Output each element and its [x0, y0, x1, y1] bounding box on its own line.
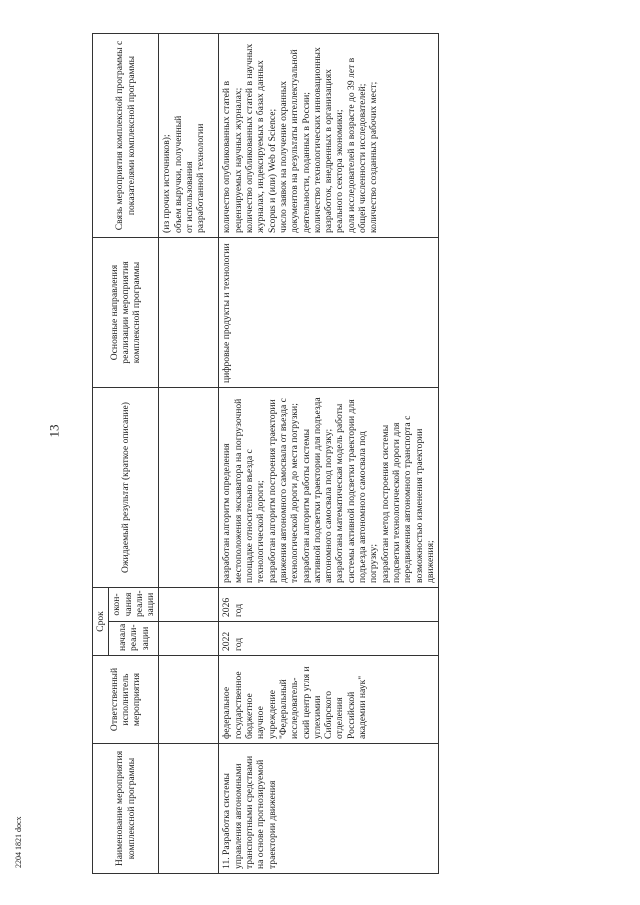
link-item: количество опубликованных статей в научных журналах, индексируемых в базах данных Scopus и (или) Web of Science; — [244, 43, 278, 233]
header-term: Срок — [93, 588, 109, 656]
row-start: 2022 год — [219, 622, 439, 656]
page-number: 13 — [46, 424, 62, 438]
result-item: разработан алгоритм определения местоположения экскаватора на погрузочной площадке относительно въезда с технологической дороги; — [221, 398, 267, 583]
table-row — [219, 34, 439, 874]
prev-link-line: разработанной технологии — [195, 123, 207, 233]
row-name: 11. Разработка системы управления автономными транспортными средствами на основе прогнозируемой траектории движения — [219, 744, 439, 874]
result-item: разработан метод построения системы подсветки технологической дороги для передвижения автономного транспорта с возможностью изменения траектории движения; — [379, 415, 436, 583]
result-item: разработана математическая модель работы системы активной подсветки траектории для подъезда автономного самосвала под погрузку; — [334, 399, 380, 583]
footer-code: 2204 1821 docx — [14, 816, 23, 868]
prev-link-line: объем выручки, полученный — [172, 115, 184, 233]
header-result: Ожидаемый результат (краткое описание) — [93, 388, 159, 588]
header-start: начала реали-зации — [109, 622, 159, 656]
header-executor: Ответственный исполнитель мероприятия — [93, 656, 159, 744]
row-directions: цифровые продукты и технологии — [219, 238, 439, 388]
header-link: Связь мероприятия комплексной программы с показателями комплексной программы — [93, 34, 159, 238]
header-name: Наименование мероприятия комплексной программы — [93, 744, 159, 874]
program-table — [92, 33, 439, 874]
link-item: количество опубликованных статей в рецензируемых научных журналах; — [221, 81, 244, 233]
link-item: доля исследователей в возрасте до 39 лет в общей численности исследователей; — [345, 57, 369, 233]
row-link — [219, 34, 439, 238]
link-item: число заявок на получение охранных документов на результаты интеллектуальной деятельности, поданных в России; — [277, 49, 312, 233]
continued-link-cell — [159, 34, 219, 238]
row-executor: федеральное государственное бюджетное научное учреждение "Федеральный исследователь-ский центр угля и углехимии Сибирского отделения Российской академии наук" — [219, 656, 439, 744]
result-item: разработан алгоритм построения траектории движения автономного самосвала от въезда с технологической дороги до места погрузки; — [266, 398, 301, 583]
rotated-table-block — [92, 34, 612, 874]
row-end: 2026 год — [219, 588, 439, 622]
prev-link-line: от использования — [184, 161, 196, 233]
row-result — [219, 388, 439, 588]
header-row — [93, 34, 109, 874]
link-item: количество созданных рабочих мест; — [368, 81, 380, 233]
header-end: окон-чания реали-зации — [109, 588, 159, 622]
header-directions: Основные направления реализации мероприятия комплексной программы — [93, 238, 159, 388]
continued-row — [159, 34, 219, 874]
result-item: разработан алгоритм работы системы активной подсветки траектории для подъезда автономного самосвала под погрузку; — [300, 397, 335, 583]
prev-link-line: (из прочих источников); — [161, 134, 173, 233]
link-item: количество технологических инновационных разработок, внедренных в организациях реального сектора экономики; — [311, 47, 346, 233]
